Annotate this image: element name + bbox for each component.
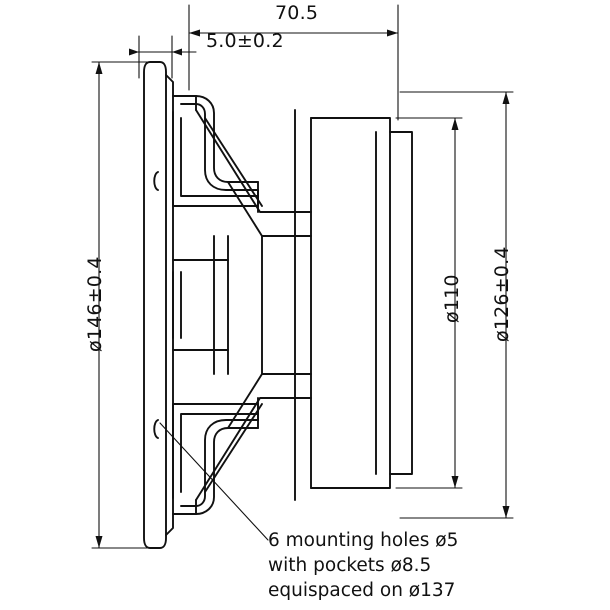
note-mounting-holes-line2: with pockets ø8.5 — [268, 555, 432, 576]
speaker-body-outline — [144, 62, 412, 548]
dimension-label-overall-depth: 70.5 — [275, 2, 319, 24]
note-mounting-holes-line1: 6 mounting holes ø5 — [268, 530, 459, 551]
dimension-label-outer-diameter: ø146±0.4 — [84, 256, 106, 352]
dimension-label-body-diameter: ø126±0.4 — [491, 246, 513, 342]
dimension-label-flange-thickness: 5.0±0.2 — [206, 30, 284, 52]
note-mounting-holes-line3: equispaced on ø137 — [268, 580, 456, 601]
dimension-label-cone-diameter: ø110 — [441, 274, 463, 323]
